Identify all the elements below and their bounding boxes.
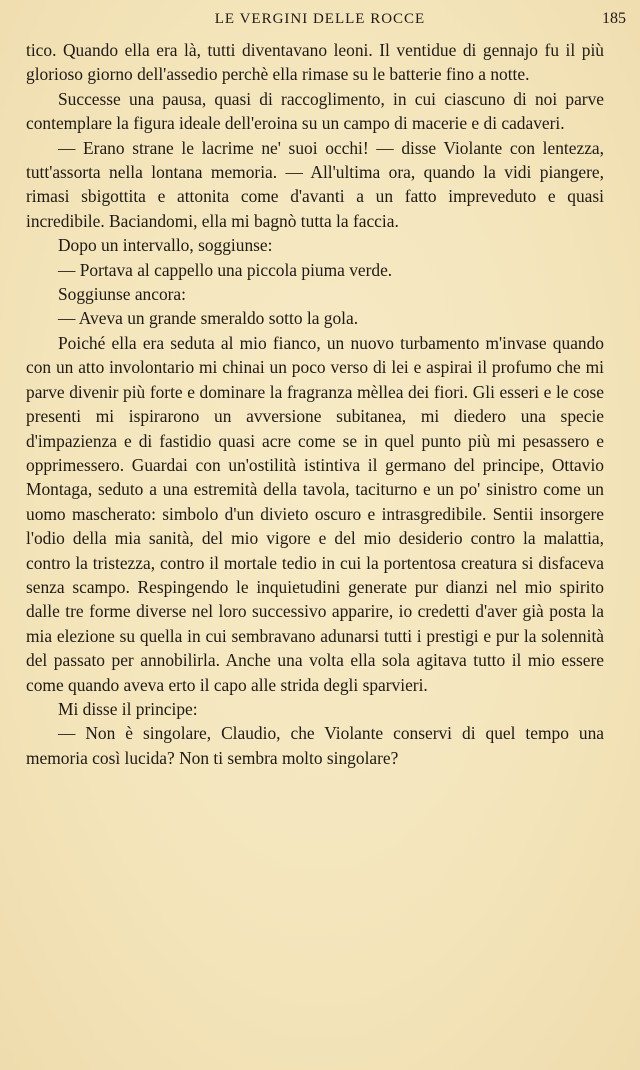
paragraph-6: Soggiunse ancora: xyxy=(58,284,186,305)
paragraph-2: Successe una pausa, quasi di raccoglimento, in cui ciascuno di noi parve contemplare la figura ideale dell'eroina su un campo di macerie e di cadaveri. xyxy=(26,88,604,134)
running-head xyxy=(0,8,640,30)
paragraph-3: — Erano strane le lacrime ne' suoi occhi! — disse Violante con lentezza, tutt'assorta nella lontana memoria. — All'ultima ora, quando la vidi piangere, rimasi sbigottita e attonita come d'avanti a un fatto impreveduto e quasi incredibile. Baciandomi, ella mi bagnò tutta la faccia. xyxy=(26,137,604,231)
paragraph-8: Poiché ella era seduta al mio fianco, un nuovo turbamento m'invase quando con un atto involontario mi chinai un poco verso di lei e aspirai il profumo che mi parve divenir più forte e dominare la fragranza mèllea dei fiori. Gli esseri e le cose presenti mi ispirarono un avversione subitanea, mi diedero una specie d'impazienza e di fastidio quasi acre come se in quel punto più mi pesassero e opprimessero. Guardai con un'ostilità istintiva il germano del principe, Ottavio Montaga, seduto a una estremità della tavola, taciturno e un po' sinistro come un uomo mascherato: simbolo d'un divieto oscuro e intrasgredibile. Sentii insorgere l'odio della mia sanità, del mio vigore e del mio desiderio contro la malattia, contro la tristezza, contro il mortale tedio in cui la portentosa creatura si disfaceva senza scampo. Respingendo le inquietudini generate pur dianzi nel mio spirito dalle tre forme diverse nel loro successivo apparire, io credetti d'aver già posta la mia elezione su quella in cui sembravano adunarsi tutti i prestigi e pur la solennità del passato per annobilirla. Anche una volta ella sola agitava tutto il mio essere come quando aveva erto il capo alle strida degli sparvieri. xyxy=(26,332,604,695)
paragraph-10: — Non è singolare, Claudio, che Violante conservi di quel tempo una memoria così lucida? Non ti sembra molto singolare? xyxy=(26,723,604,768)
body-text xyxy=(26,38,604,770)
paragraph-4: Dopo un intervallo, soggiunse: xyxy=(58,235,273,256)
paragraph-5: — Portava al cappello una piccola piuma verde. xyxy=(58,259,393,280)
page-number: 185 xyxy=(602,10,626,27)
running-title: LE VERGINI DELLE ROCCE xyxy=(214,11,426,27)
paragraph-9: Mi disse il principe: xyxy=(58,698,198,719)
paragraph-1: tico. Quando ella era là, tutti diventavano leoni. Il ventidue di gennajo fu il più glorioso giorno dell'assedio perchè ella rimase su le batterie fino a notte. xyxy=(26,40,604,85)
paragraph-7: — Aveva un grande smeraldo sotto la gola. xyxy=(58,308,359,329)
